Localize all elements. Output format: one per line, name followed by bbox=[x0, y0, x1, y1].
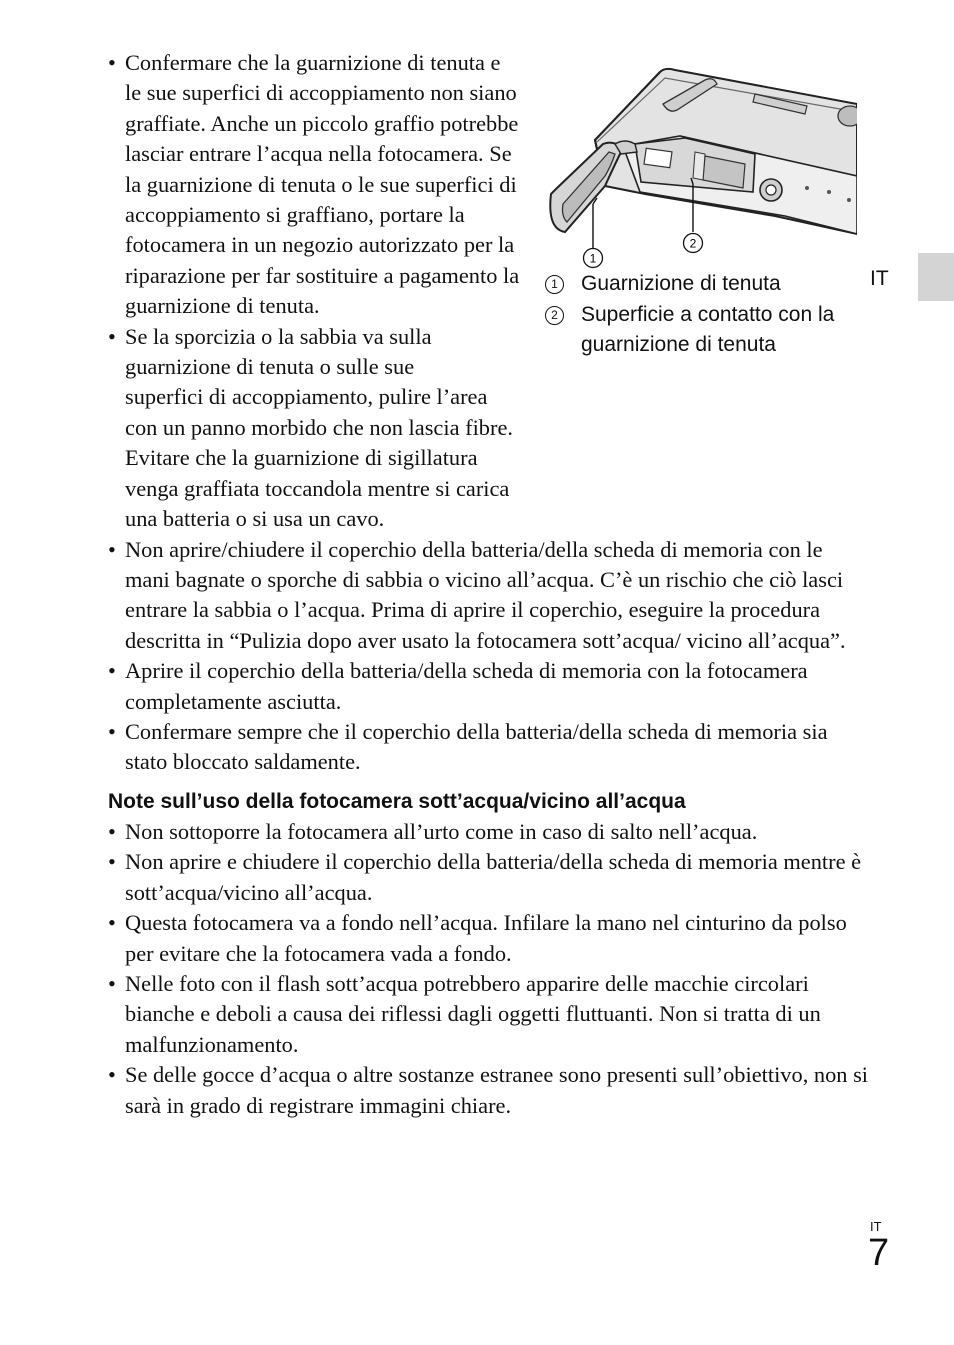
section-heading: Note sull’uso della fotocamera sott’acqua/vicino all’acqua bbox=[108, 790, 686, 813]
bullet-lens-drops: • Se delle gocce d’acqua o altre sostanze estranee sono presenti sull’obiettivo, non si sarà in grado di registrare immagini chiare. bbox=[108, 1060, 868, 1121]
camera-bottom-icon bbox=[545, 64, 857, 274]
language-label: IT bbox=[870, 267, 889, 290]
legend-text: Superficie a contatto con la guarnizione di tenuta bbox=[581, 302, 835, 356]
bullet-sinks: • Questa fotocamera va a fondo nell’acqua. Infilare la mano nel cinturino da polso per evitare che la fotocamera vada a fondo. bbox=[108, 908, 868, 969]
camera-illustration bbox=[545, 64, 857, 274]
bullet-flash-spots: • Nelle foto con il flash sott’acqua potrebbero apparire delle macchie circolari bianche e deboli a causa dei riflessi dagli oggetti fluttuanti. Non si tratta di un malfunzionamento. bbox=[108, 969, 868, 1060]
legend-number: 2 bbox=[545, 306, 564, 325]
figure-legend bbox=[545, 269, 865, 361]
page-number: 7 bbox=[868, 1232, 890, 1274]
bullet-check-seal: • Confermare che la guarnizione di tenuta e le sue superfici di accoppiamento non siano graffiate. Anche un piccolo graffio potrebbe lasciar entrare l’acqua nella fotocamera. Se la guarnizione di tenuta o le sue superfici di accoppiamento si graffiano, portare la fotocamera in un negozio autorizzato per la riparazione per far sostituire a pagamento la guarnizione di tenuta. bbox=[108, 48, 520, 322]
legend-item bbox=[545, 300, 865, 361]
bullet-impact: • Non sottoporre la fotocamera all’urto come in caso di salto nell’acqua. bbox=[108, 817, 868, 847]
callout-2-label: 2 bbox=[689, 236, 697, 251]
legend-item bbox=[545, 269, 865, 300]
footer-language: IT bbox=[870, 1219, 882, 1234]
legend-text: Guarnizione di tenuta bbox=[581, 272, 781, 295]
legend-number: 1 bbox=[545, 275, 564, 294]
bullet-dry-camera: • Aprire il coperchio della batteria/della scheda di memoria con la fotocamera completamente asciutta. bbox=[108, 656, 868, 717]
callout-1-label: 1 bbox=[589, 251, 597, 266]
language-tab bbox=[918, 253, 954, 301]
bullet-wet-hands: • Non aprire/chiudere il coperchio della batteria/della scheda di memoria con le mani bagnate o sporche di sabbia o vicino all’acqua. C’è un rischio che ciò lasci entrare la sabbia o l’acqua. Prima di aprire il coperchio, eseguire la procedura descritta in “Pulizia dopo aver usato la fotocamera sott’acqua/ vicino all’acqua”. bbox=[108, 535, 868, 657]
bullet-cover-locked: • Confermare sempre che il coperchio della batteria/della scheda di memoria sia stato bloccato saldamente. bbox=[108, 717, 868, 778]
bullet-dirt-sand: • Se la sporcizia o la sabbia va sulla guarnizione di tenuta o sulle sue superfici di accoppiamento, pulire l’area con un panno morbido che non lascia fibre. Evitare che la guarnizione di sigillatura venga graffiata toccandola mentre si carica una batteria o si usa un cavo. bbox=[108, 322, 520, 535]
section-underwater-notes bbox=[108, 788, 868, 1121]
bullet-cover-underwater: • Non aprire e chiudere il coperchio della batteria/della scheda di memoria mentre è sott’acqua/vicino all’acqua. bbox=[108, 847, 868, 908]
